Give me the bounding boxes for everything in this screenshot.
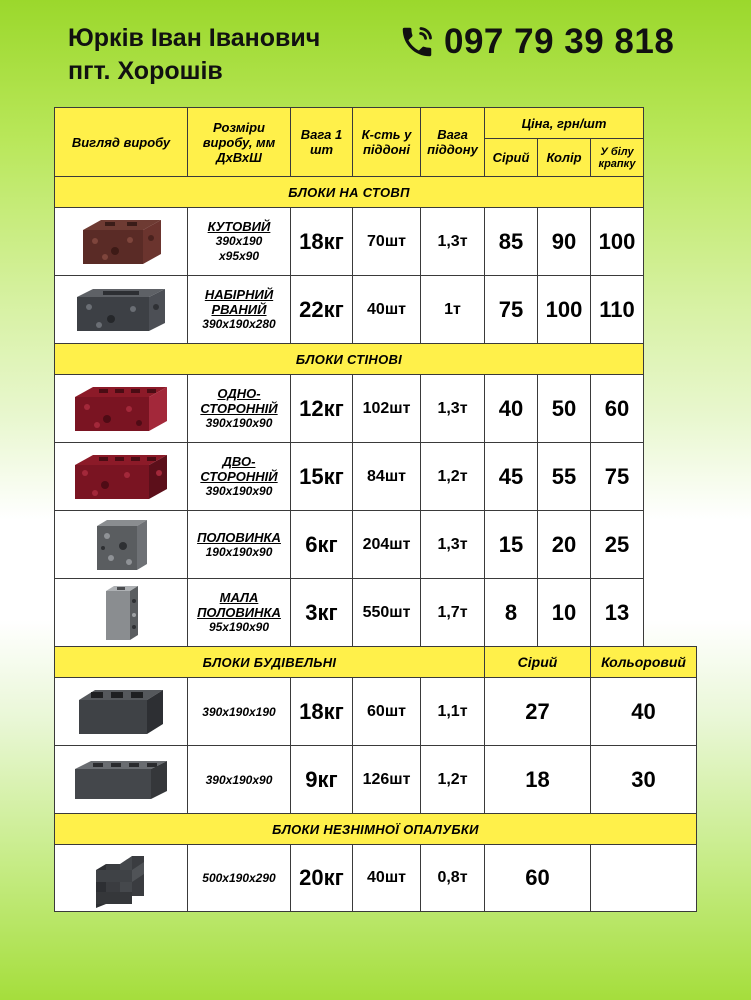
product-image bbox=[54, 374, 188, 443]
section-building: БЛОКИ БУДІВЕЛЬНІ bbox=[54, 646, 485, 678]
price-grey: 75 bbox=[484, 275, 538, 344]
wall-block-icon bbox=[71, 383, 171, 435]
pallet-weight-value: 1,7т bbox=[420, 578, 485, 647]
price-color: 20 bbox=[537, 510, 591, 579]
product-dims: 390х190х190 bbox=[187, 677, 291, 746]
product-name-cell bbox=[187, 275, 291, 344]
price-grey: 40 bbox=[484, 374, 538, 443]
qty-value: 70шт bbox=[352, 207, 421, 276]
price-colored: 40 bbox=[590, 677, 697, 746]
weight-value: 3кг bbox=[290, 578, 353, 647]
weight-value: 18кг bbox=[290, 677, 353, 746]
qty-value: 550шт bbox=[352, 578, 421, 647]
page-header bbox=[0, 0, 751, 100]
product-image bbox=[54, 844, 188, 912]
qty-value: 102шт bbox=[352, 374, 421, 443]
qty-value: 40шт bbox=[352, 275, 421, 344]
product-image bbox=[54, 745, 188, 814]
pallet-weight-value: 1,1т bbox=[420, 677, 485, 746]
price-white: 60 bbox=[590, 374, 644, 443]
corner-block-icon bbox=[75, 216, 167, 268]
product-name: ПОЛОВИНКА bbox=[197, 529, 281, 545]
qty-value: 40шт bbox=[352, 844, 421, 912]
small-half-block-icon bbox=[96, 583, 146, 643]
product-image bbox=[54, 510, 188, 579]
header-color: Колір bbox=[537, 138, 591, 177]
product-dims: 390х190х90 bbox=[205, 416, 273, 430]
price-table bbox=[54, 107, 697, 912]
owner-name: Юрків Іван Іванович bbox=[68, 24, 321, 52]
hollow-block-icon bbox=[75, 686, 167, 738]
price-white: 110 bbox=[590, 275, 644, 344]
pallet-weight-value: 1,3т bbox=[420, 374, 485, 443]
price-color: 10 bbox=[537, 578, 591, 647]
section-formwork: БЛОКИ НЕЗНІМНОЇ ОПАЛУБКИ bbox=[54, 813, 697, 845]
weight-value: 20кг bbox=[290, 844, 353, 912]
qty-value: 126шт bbox=[352, 745, 421, 814]
price-grey: 15 bbox=[484, 510, 538, 579]
product-image bbox=[54, 442, 188, 511]
half-block-icon bbox=[89, 516, 153, 574]
product-dims: 390х190х90 bbox=[205, 484, 273, 498]
price-color: 100 bbox=[537, 275, 591, 344]
product-dims: 390х190х90 bbox=[187, 745, 291, 814]
header-price: Ціна, грн/шт bbox=[484, 107, 644, 139]
price-grey: 27 bbox=[484, 677, 591, 746]
product-name-cell bbox=[187, 578, 291, 647]
product-dims: 190х190х90 bbox=[205, 544, 273, 559]
product-name: КУТОВИЙ bbox=[207, 219, 271, 234]
price-color: 50 bbox=[537, 374, 591, 443]
header-size: Розміри виробу, мм ДхВхШ bbox=[187, 107, 291, 177]
product-name: НАБІРНИЙ РВАНИЙ bbox=[204, 287, 274, 317]
owner-block bbox=[68, 22, 320, 88]
product-image bbox=[54, 275, 188, 344]
price-white: 100 bbox=[590, 207, 644, 276]
product-name: МАЛА ПОЛОВИНКА bbox=[197, 590, 281, 620]
phone-icon bbox=[398, 23, 436, 61]
split-block-icon bbox=[71, 285, 171, 335]
header-white: У білу крапку bbox=[590, 138, 644, 177]
product-dims: 390х190 х95х90 bbox=[215, 234, 263, 263]
weight-value: 15кг bbox=[290, 442, 353, 511]
location: пгт. Хорошів bbox=[68, 57, 223, 85]
product-dims: 500х190х290 bbox=[187, 844, 291, 912]
product-image bbox=[54, 207, 188, 276]
price-white: 25 bbox=[590, 510, 644, 579]
product-name: ОДНО- СТОРОННІЙ bbox=[200, 386, 278, 416]
pallet-weight-value: 1,2т bbox=[420, 442, 485, 511]
pallet-weight-value: 1т bbox=[420, 275, 485, 344]
price-colored-empty bbox=[590, 844, 697, 912]
weight-value: 6кг bbox=[290, 510, 353, 579]
price-white: 13 bbox=[590, 578, 644, 647]
header-pallet-weight: Вага піддону bbox=[420, 107, 485, 177]
pallet-weight-value: 1,2т bbox=[420, 745, 485, 814]
price-grey: 18 bbox=[484, 745, 591, 814]
price-white: 75 bbox=[590, 442, 644, 511]
phone-block[interactable] bbox=[398, 22, 674, 62]
header-view: Вигляд виробу bbox=[54, 107, 188, 177]
weight-value: 18кг bbox=[290, 207, 353, 276]
weight-value: 9кг bbox=[290, 745, 353, 814]
product-name-cell bbox=[187, 207, 291, 276]
product-name-cell bbox=[187, 442, 291, 511]
phone-number[interactable]: 097 79 39 818 bbox=[444, 22, 675, 61]
header-weight: Вага 1 шт bbox=[290, 107, 353, 177]
pallet-weight-value: 0,8т bbox=[420, 844, 485, 912]
price-grey: 60 bbox=[484, 844, 591, 912]
price-colored: 30 bbox=[590, 745, 697, 814]
product-image bbox=[54, 578, 188, 647]
weight-value: 12кг bbox=[290, 374, 353, 443]
header-qty: К-сть у піддоні bbox=[352, 107, 421, 177]
pallet-weight-value: 1,3т bbox=[420, 510, 485, 579]
double-wall-block-icon bbox=[71, 451, 171, 503]
product-dims: 95х190х90 bbox=[208, 620, 270, 634]
product-name-cell bbox=[187, 510, 291, 579]
qty-value: 204шт bbox=[352, 510, 421, 579]
section-pillar: БЛОКИ НА СТОВП bbox=[54, 176, 644, 208]
price-color: 55 bbox=[537, 442, 591, 511]
price-grey: 8 bbox=[484, 578, 538, 647]
header-grey: Сірий bbox=[484, 138, 538, 177]
price-color: 90 bbox=[537, 207, 591, 276]
product-dims: 390х190х280 bbox=[202, 317, 276, 331]
price-grey: 45 bbox=[484, 442, 538, 511]
product-name: ДВО- СТОРОННІЙ bbox=[200, 454, 278, 484]
formwork-block-icon bbox=[86, 848, 156, 908]
hollow-half-block-icon bbox=[71, 757, 171, 803]
qty-value: 60шт bbox=[352, 677, 421, 746]
building-grey-header: Сірий bbox=[484, 646, 591, 678]
weight-value: 22кг bbox=[290, 275, 353, 344]
pallet-weight-value: 1,3т bbox=[420, 207, 485, 276]
product-image bbox=[54, 677, 188, 746]
section-wall: БЛОКИ СТІНОВІ bbox=[54, 343, 644, 375]
product-name-cell bbox=[187, 374, 291, 443]
qty-value: 84шт bbox=[352, 442, 421, 511]
price-grey: 85 bbox=[484, 207, 538, 276]
building-colored-header: Кольоровий bbox=[590, 646, 697, 678]
